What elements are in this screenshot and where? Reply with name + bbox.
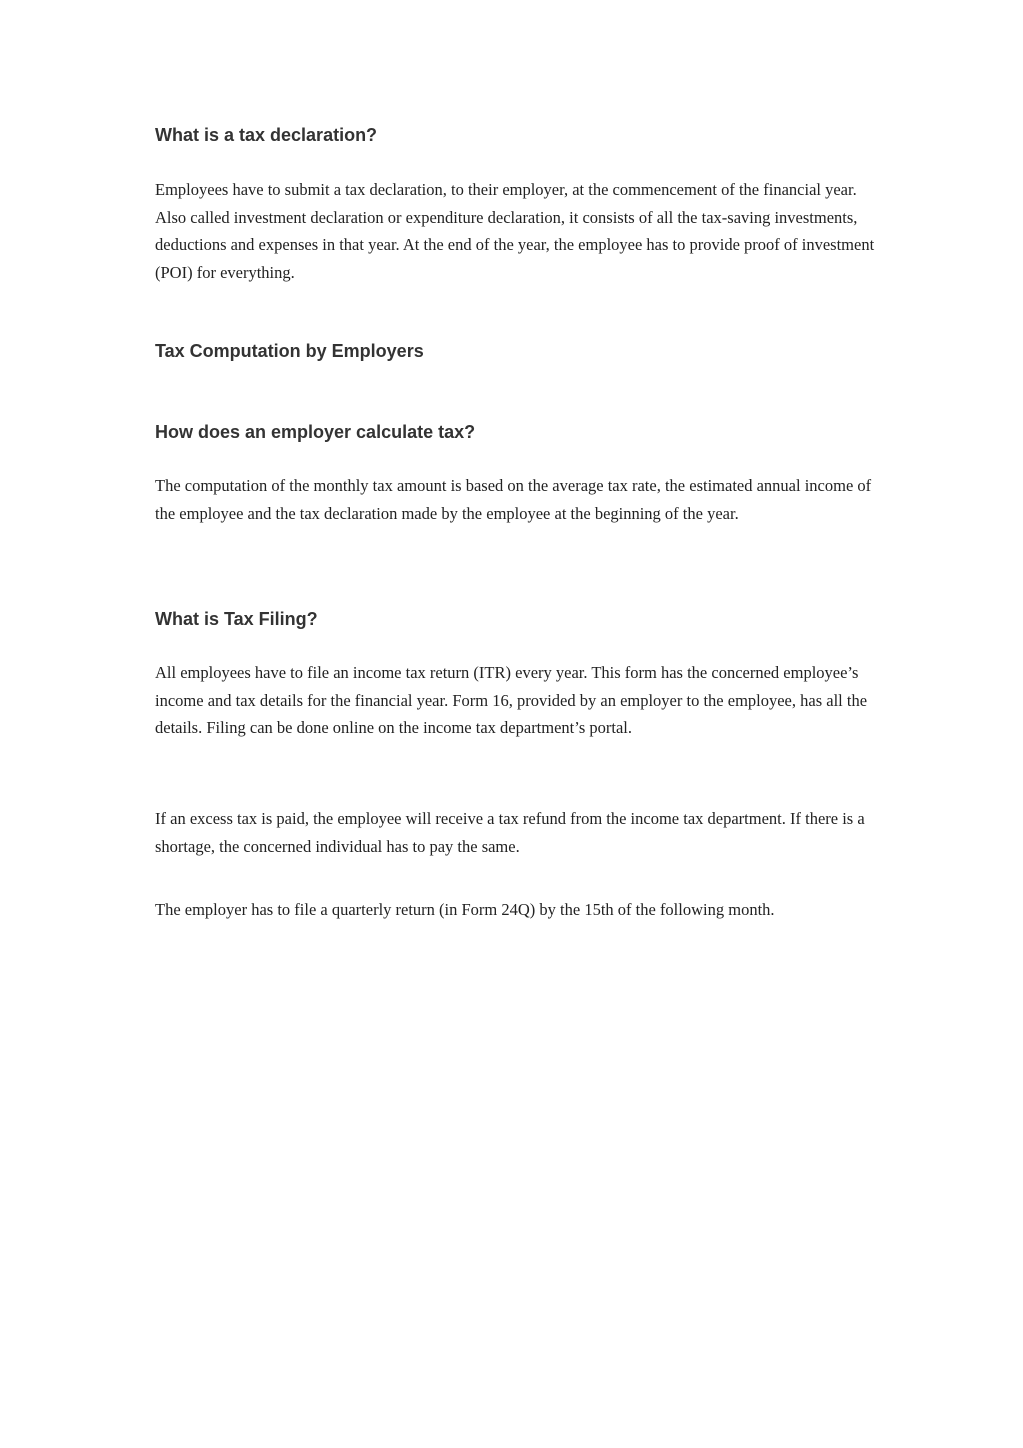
- heading-employer-calculate-tax: How does an employer calculate tax?: [155, 422, 476, 442]
- paragraph-tax-declaration: Employees have to submit a tax declaration, to their employer, at the commencement of the financial year. Also called investment declaration or expenditure declaration, it consists of all the tax-saving investments, deductions and expenses in that year. At the end of the year, the employee has to provide proof of investment (POI) for everything.: [155, 180, 875, 282]
- heading-tax-filing: What is Tax Filing?: [155, 609, 318, 629]
- paragraph-tax-filing-itr: All employees have to file an income tax return (ITR) every year. This form has the concerned employee’s income and tax details for the financial year. Form 16, provided by an employer to the employee, has all the details. Filing can be done online on the income tax department’s portal.: [155, 663, 868, 738]
- paragraph-quarterly-return: The employer has to file a quarterly return (in Form 24Q) by the 15th of the following month.: [155, 900, 775, 919]
- paragraph-tax-refund: If an excess tax is paid, the employee will receive a tax refund from the income tax department. If there is a shortage, the concerned individual has to pay the same.: [155, 809, 865, 856]
- heading-tax-declaration: What is a tax declaration?: [155, 125, 378, 145]
- heading-tax-computation: Tax Computation by Employers: [155, 341, 424, 361]
- paragraph-employer-calculate-tax: The computation of the monthly tax amount is based on the average tax rate, the estimated annual income of the employee and the tax declaration made by the employee at the beginning of the year.: [155, 476, 872, 523]
